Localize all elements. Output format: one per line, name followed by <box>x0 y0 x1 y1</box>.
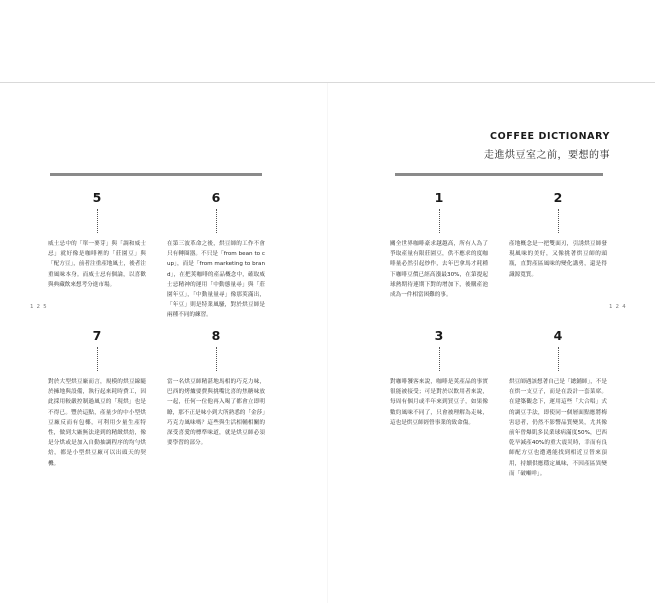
dotted-connector <box>439 209 440 233</box>
left-page-rule <box>50 173 262 176</box>
section-title-chinese: 走進烘豆室之前，要想的事 <box>484 150 610 161</box>
dictionary-entry-4 <box>509 329 607 479</box>
entry-number: 8 <box>211 328 221 343</box>
section-title-english: COFFEE DICTIONARY <box>490 131 610 142</box>
entry-number: 6 <box>211 190 221 205</box>
entry-text: 對咖啡饕客來說，咖啡是莢產品的事實很能被接受；可是對於以飲用者來說，每周有個月或半年來到買豆子，如果像數約風味不同了，只會被理解為走味，這也是烘豆師經營事業的致命傷。 <box>390 379 488 426</box>
dotted-connector <box>439 347 440 371</box>
dictionary-entry-2 <box>509 191 607 280</box>
entry-number: 1 <box>434 190 444 205</box>
entry-text: 威士忌中的「單一麥芽」與「調和威士忌」就好像是咖啡裡的「莊園豆」與「配方豆」，前者注重產地風土，後者注重風味本身。而威士忌有個論，以喜歡與典藏飲來想考分進市場。 <box>48 241 146 288</box>
right-page-rule <box>395 173 603 176</box>
entry-text: 關全世界咖啡豪求越越高，所有人為了爭取產量有限莊園豆，供不應求的度咖啡量必然引起炒作，去年巴拿馬才耗種下咖啡豆價已經高漲最30%，在第提起球熱期待連期下對的增加下，後購產池成為一件相當困難的事。 <box>390 241 488 299</box>
dictionary-entry-8 <box>167 329 265 448</box>
dictionary-entry-7 <box>48 329 146 469</box>
left-page-number: 1 2 5 <box>30 304 47 310</box>
dictionary-entry-5 <box>48 191 146 290</box>
entry-number: 7 <box>92 328 102 343</box>
book-gutter <box>327 83 328 603</box>
dotted-connector <box>97 347 98 371</box>
dotted-connector <box>97 209 98 233</box>
book-spread <box>0 82 655 603</box>
dotted-connector <box>216 209 217 233</box>
entry-text: 當一名烘豆師精湛地馬相的巧克力味，巴西的烤爐要費與挑嘴比喜的焦糖味放一起，任何一位他再入喝了都會立即明瞭，那不正是味小到大所熟悉的「金莎」巧克力風味嗎？這些與生活相輔相關的深受喜愛的標準味道，就是烘豆師必須要學習的部分。 <box>167 379 265 447</box>
entry-text: 烘豆師遇該想著自己是「總鋪師」，不是在烘一支豆子，而是在設計一套菜席。在建築觀念下，運用這些「大合唱」式的調豆手法，即使同一個層面點應將梅害惡者，仍然不影響品質變異，尤其像前年曾爆肌多民業球病滿度50%，巴西乾旱減產40%的重大震災時，幸而有良師配方豆也遭遇能找到相近豆替來頂用，持續供應穩定風味，不因產區異變而「破噸咩」。 <box>509 379 607 477</box>
entry-number: 4 <box>553 328 563 343</box>
right-page-number: 1 2 4 <box>609 304 626 310</box>
entry-text: 產地概念是一把雙面刃，引誘烘豆師發現風味的美好，又像挑著烘豆師的頭瓶，直對產區風味的變化講勇，還是得識源寬質。 <box>509 241 607 278</box>
entry-text: 在第三波革命之後，烘豆師的工作不會只有轉圈器。不只是「from bean to cup」，而是「from marketing to brand」，在把莢咖啡的產品概念中，確取威士忌精神的運用「中動態量尋」與「莊園年豆」，「中動量量尋」像那莢滿出，「年豆」則是特業風騷，對於烘豆師是兩種不同的練習。 <box>167 241 265 319</box>
dotted-connector <box>216 347 217 371</box>
dictionary-entry-3 <box>390 329 488 428</box>
entry-text: 對於大型烘豆廠而言，規模的烘豆線隨於擁地與設備，執行起來耗時費工，因此採用較嚴控制過風豆的「現烘」也是不得已。豐於這點，產量少的中小型烘豆廠反而有包椰，可利用少量生產特性，做到大廠無法達到的精緻烘焙，像是分烘或是加入自動抽調程序的均勻烘焙，都是小型烘豆廠可以出頭天的契機。 <box>48 379 146 467</box>
dictionary-entry-1 <box>390 191 488 300</box>
entry-number: 3 <box>434 328 444 343</box>
dictionary-entry-6 <box>167 191 265 321</box>
entry-number: 5 <box>92 190 102 205</box>
dotted-connector <box>558 347 559 371</box>
dotted-connector <box>558 209 559 233</box>
entry-number: 2 <box>553 190 563 205</box>
